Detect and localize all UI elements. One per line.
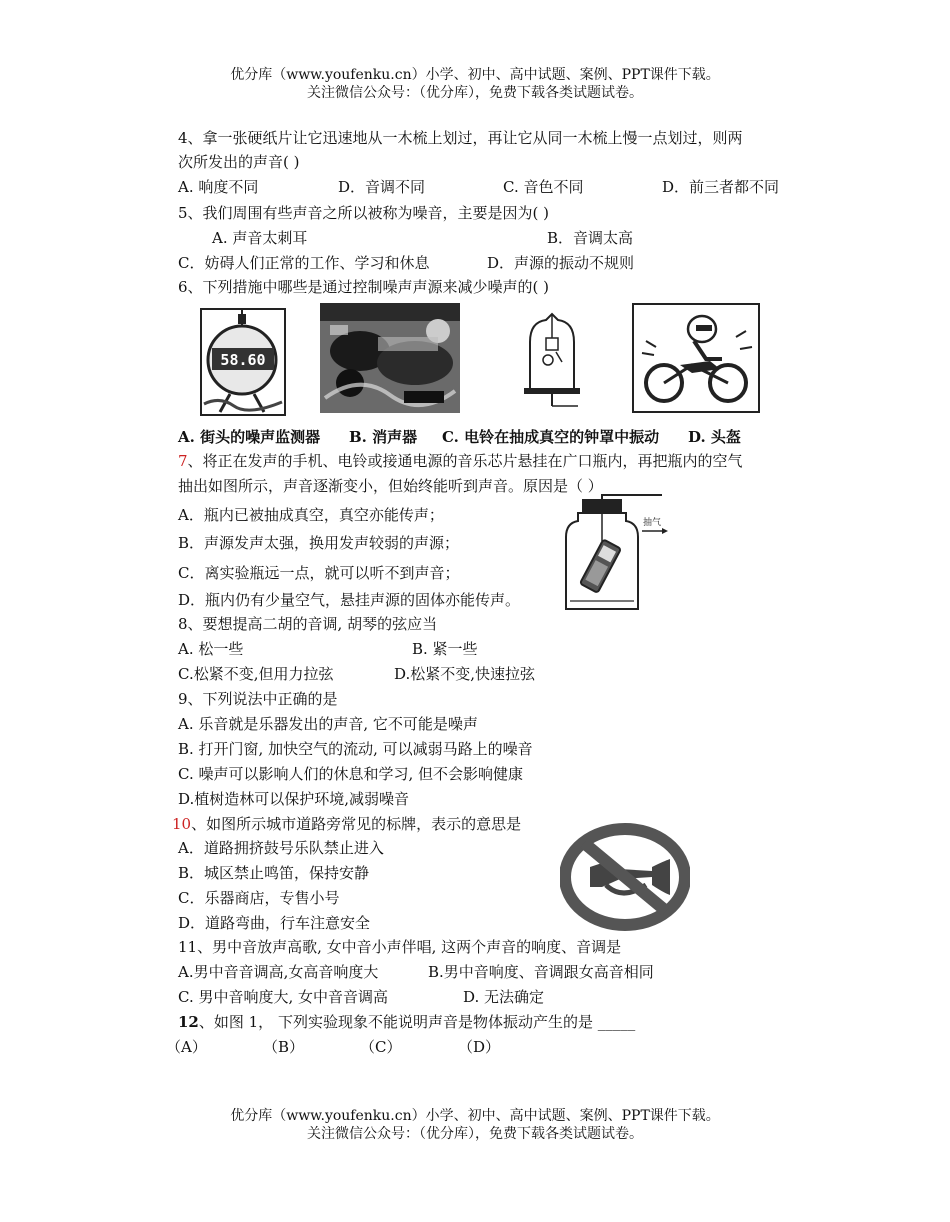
q9-option-a: A. 乐音就是乐器发出的声音, 它不可能是噪声 [178,715,478,733]
vacuum-jar-phone-figure [562,493,674,615]
q10-number: 10 [172,815,192,833]
q6-stem: 6、下列措施中哪些是通过控制噪声声源来减少噪声的( ) [178,278,550,296]
q8-stem: 8、要想提高二胡的音调, 胡琴的弦应当 [178,615,438,633]
q8-option-a: A. 松一些 [178,640,244,658]
q5-option-a: A. 声音太刺耳 [212,229,308,247]
q4-stem-line-1: 4、拿一张硬纸片让它迅速地从一木梳上划过，再让它从同一木梳上慢一点划过，则两 [178,129,743,147]
noise-monitor-figure [200,308,286,416]
footer-line-2: 关注微信公众号：（优分库），免费下载各类试题试卷。 [307,1126,643,1142]
q12-option-d: （D） [458,1038,501,1056]
q7-stem-line-1 [178,451,743,471]
q11-option-c: C. 男中音响度大, 女中音音调高 [178,988,389,1006]
q7-stem-text: 、将正在发声的手机、电铃或接通电源的音乐芯片悬挂在广口瓶内，再把瓶内的空气 [187,452,743,470]
q7-option-d: D．瓶内仍有少量空气，悬挂声源的固体亦能传声。 [178,591,521,609]
q11-option-b: B.男中音响度、音调跟女高音相同 [428,963,654,981]
q12-option-a: （A） [166,1038,207,1056]
q9-option-b: B. 打开门窗, 加快空气的流动, 可以减弱马路上的噪音 [178,740,533,758]
q12-stem-line [178,1012,635,1032]
q4-option-a: A. 响度不同 [178,178,259,196]
q4-option-b: D．音调不同 [338,178,426,196]
footer-line-1: 优分库（www.youfenku.cn）小学、初中、高中试题、案例、PPT课件下载。 [230,1108,720,1124]
q12-option-b: （B） [263,1038,305,1056]
jar-label: 抽气 [642,518,662,528]
q10-stem-line [172,814,521,834]
q12-option-c: （C） [360,1038,402,1056]
q10-option-a: A．道路拥挤鼓号乐队禁止进入 [178,839,384,857]
bell-jar-figure [518,310,588,410]
q7-option-a: A．瓶内已被抽成真空，真空亦能传声； [178,506,444,524]
helmet-motorcycle-figure [632,303,760,413]
q10-option-d: D．道路弯曲，行车注意安全 [178,914,371,932]
q11-stem: 11、男中音放声高歌, 女中音小声伴唱, 这两个声音的响度、音调是 [178,938,622,956]
q7-stem-line-2: 抽出如图所示，声音逐渐变小，但始终能听到声音。原因是（ ） [178,477,603,495]
q9-stem: 9、下列说法中正确的是 [178,690,338,708]
q7-option-b: B．声源发声太强，换用发声较弱的声源； [178,534,460,552]
q11-option-d: D. 无法确定 [463,988,545,1006]
q10-option-b: B．城区禁止鸣笛，保持安静 [178,864,370,882]
q6-caption-a: A. 街头的噪声监测器 [178,428,321,446]
q6-caption-c: C. 电铃在抽成真空的钟罩中振动 [442,428,660,446]
q9-option-d: D.植树造林可以保护环境,减弱噪音 [178,790,410,808]
page-header [0,66,950,102]
q12-stem-text: 、如图 1， 下列实验现象不能说明声音是物体振动产生的是 _____ [198,1013,636,1031]
muffler-figure [320,303,460,413]
q6-caption-d: D. 头盔 [688,428,741,446]
header-line-1: 优分库（www.youfenku.cn）小学、初中、高中试题、案例、PPT课件下载。 [230,67,720,83]
q10-stem-text: 、如图所示城市道路旁常见的标牌，表示的意思是 [191,815,522,833]
q8-option-d: D.松紧不变,快速拉弦 [394,665,536,683]
no-horn-sign-icon [560,823,690,931]
q9-option-c: C. 噪声可以影响人们的休息和学习, 但不会影响健康 [178,765,524,783]
q5-option-d: D．声源的振动不规则 [487,254,635,272]
header-line-2: 关注微信公众号：（优分库），免费下载各类试题试卷。 [307,85,643,101]
q10-option-c: C．乐器商店，专售小号 [178,889,340,907]
q8-option-b: B. 紧一些 [412,640,478,658]
q4-stem-line-2: 次所发出的声音( ) [178,153,300,171]
page-footer [0,1107,950,1143]
monitor-digits: 58.60 [220,351,266,369]
q6-caption-b: B. 消声器 [349,428,418,446]
q8-option-c: C.松紧不变,但用力拉弦 [178,665,334,683]
q12-number: 12 [178,1013,199,1031]
q7-option-c: C．离实验瓶远一点，就可以听不到声音； [178,564,460,582]
q5-option-c: C．妨碍人们正常的工作、学习和休息 [178,254,430,272]
q7-number: 7 [178,452,188,470]
q11-option-a: A.男中音音调高,女高音响度大 [178,963,379,981]
q5-option-b: B．音调太高 [547,229,634,247]
q4-option-c: C. 音色不同 [503,178,584,196]
q4-option-d: D．前三者都不同 [662,178,780,196]
q5-stem: 5、我们周围有些声音之所以被称为噪音，主要是因为( ) [178,204,550,222]
